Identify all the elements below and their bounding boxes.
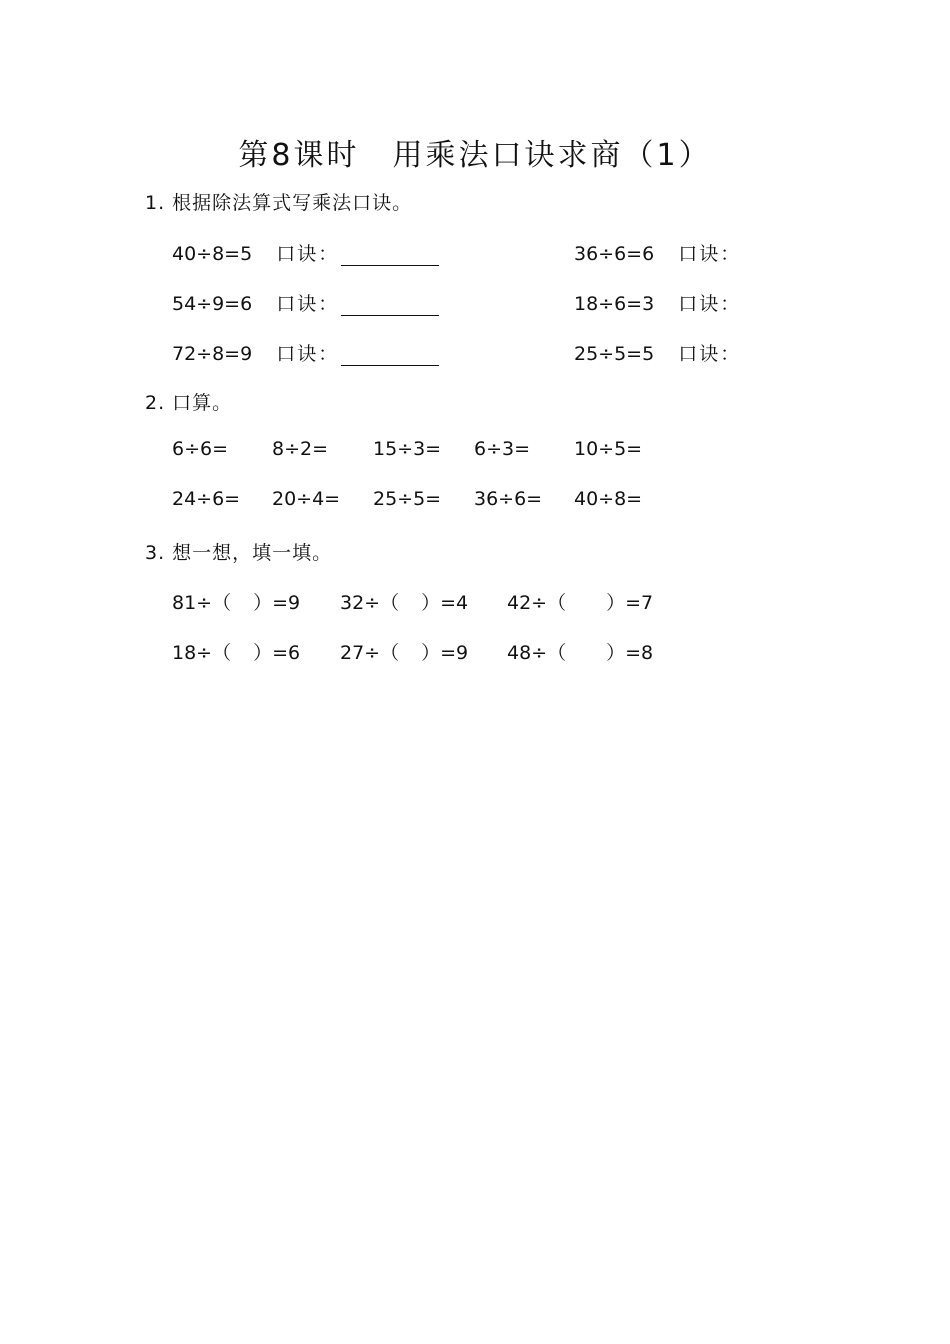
section-2-heading: 2. 口算。 <box>145 392 233 414</box>
s1-right-row-3 <box>574 339 741 366</box>
koujue-label: 口诀： <box>276 343 340 365</box>
s1-right-row-2 <box>574 289 741 316</box>
equation: 18÷6=3 <box>574 293 655 315</box>
page-title: 第8课时 用乘法口诀求商（1） <box>238 138 712 173</box>
s2-item: 20÷4= <box>272 488 341 510</box>
koujue-label: 口诀： <box>678 293 742 315</box>
s2-item: 8÷2= <box>272 438 329 460</box>
equation: 40÷8=5 <box>172 243 253 265</box>
s2-item: 25÷5= <box>373 488 442 510</box>
s1-left-row-1 <box>172 239 439 266</box>
s2-item: 6÷3= <box>474 438 531 460</box>
koujue-label: 口诀： <box>276 293 340 315</box>
s3-left: 32÷（ <box>340 592 400 614</box>
equation: 54÷9=6 <box>172 293 253 315</box>
koujue-label: 口诀： <box>678 343 742 365</box>
s1-left-row-3 <box>172 339 439 366</box>
s3-item <box>507 588 653 615</box>
s3-left: 42÷（ <box>507 592 567 614</box>
s2-item: 24÷6= <box>172 488 241 510</box>
s2-item: 15÷3= <box>373 438 442 460</box>
s1-right-row-1 <box>574 239 741 266</box>
s2-item: 40÷8= <box>574 488 643 510</box>
s3-right: ）=9 <box>253 592 301 614</box>
s2-item: 6÷6= <box>172 438 229 460</box>
equation: 72÷8=9 <box>172 343 253 365</box>
section-3-heading: 3. 想一想，填一填。 <box>145 542 333 564</box>
s3-left: 81÷（ <box>172 592 232 614</box>
equation: 36÷6=6 <box>574 243 655 265</box>
s3-item <box>507 638 653 665</box>
s3-right: ）=7 <box>606 592 654 614</box>
s3-right: ）=8 <box>606 642 654 664</box>
koujue-label: 口诀： <box>678 243 742 265</box>
s3-item <box>172 638 300 665</box>
s3-item <box>340 588 468 615</box>
s2-item: 36÷6= <box>474 488 543 510</box>
answer-blank[interactable] <box>341 295 439 316</box>
koujue-label: 口诀： <box>276 243 340 265</box>
s3-right: ）=6 <box>253 642 301 664</box>
s3-left: 18÷（ <box>172 642 232 664</box>
s3-right: ）=4 <box>421 592 469 614</box>
s3-left: 48÷（ <box>507 642 567 664</box>
s3-right: ）=9 <box>421 642 469 664</box>
section-1-heading: 1. 根据除法算式写乘法口诀。 <box>145 192 413 214</box>
answer-blank[interactable] <box>341 245 439 266</box>
s1-left-row-2 <box>172 289 439 316</box>
s3-left: 27÷（ <box>340 642 400 664</box>
answer-blank[interactable] <box>341 345 439 366</box>
s2-item: 10÷5= <box>574 438 643 460</box>
s3-item <box>172 588 300 615</box>
s3-item <box>340 638 468 665</box>
equation: 25÷5=5 <box>574 343 655 365</box>
